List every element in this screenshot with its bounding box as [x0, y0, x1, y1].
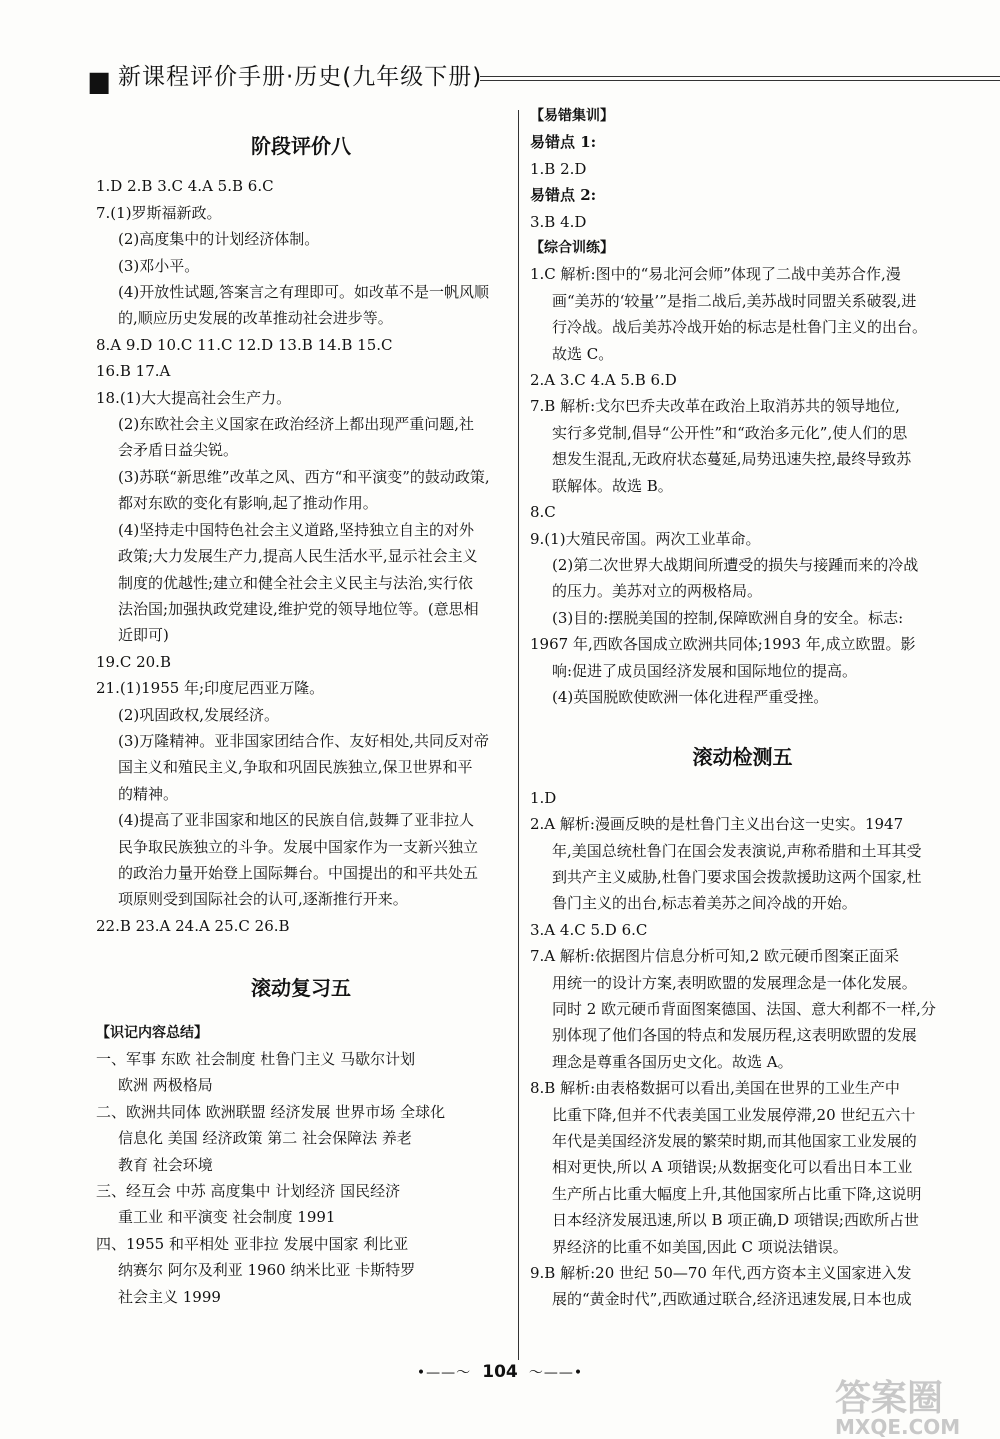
text-line: 22.B 23.A 24.A 25.C 26.B [96, 916, 290, 935]
text-line: 3.A 4.C 5.D 6.C [530, 920, 648, 939]
text-line: 欧洲 两极格局 [118, 1076, 213, 1095]
text-line: 的政治力量开始登上国际舞台。中国提出的和平共处五 [118, 863, 479, 882]
text-line: 纳赛尔 阿尔及利亚 1960 纳米比亚 卡斯特罗 [118, 1261, 416, 1280]
text-line: 想发生混乱,无政府状态蔓延,局势迅速失控,最终导致苏 [552, 450, 912, 469]
text-line: 项原则受到国际社会的认可,逐渐推行开来。 [118, 890, 408, 909]
text-line: 四、1955 和平相处 亚非拉 发展中国家 利比亚 [96, 1234, 409, 1253]
watermark-logo [835, 1370, 960, 1439]
text-line: 鲁门主义的出台,标志着美苏之间冷战的开始。 [552, 894, 857, 913]
text-line: 到共产主义威胁,杜鲁门要求国会拨款援助这两个国家,杜 [552, 867, 922, 886]
text-line: 的,顺应历史发展的改革推动社会进步等。 [118, 309, 393, 328]
text-line: 的压力。美苏对立的两极格局。 [552, 582, 763, 601]
text-line: (4)开放性试题,答案言之有理即可。如改革不是一帆风顺 [118, 283, 490, 302]
text-line: 响:促进了成员国经济发展和国际地位的提高。 [552, 661, 858, 680]
text-line: 1967 年,西欧各国成立欧洲共同体;1993 年,成立欧盟。影 [530, 635, 916, 654]
text-line: 信息化 美国 经济政策 第二 社会保障法 养老 [118, 1129, 412, 1148]
comprehensive-answers [530, 261, 955, 710]
text-line: 1.D [530, 788, 557, 807]
text-line: 社会主义 1999 [118, 1287, 221, 1306]
text-line: 18.(1)大大提高社会生产力。 [96, 388, 292, 407]
text-line: 9.B 解析:20 世纪 50—70 年代,西方资本主义国家进入发 [530, 1264, 912, 1283]
summary-content [96, 1046, 506, 1310]
text-line: 相对更快,所以 A 项错误;从数据变化可以看出日本工业 [552, 1158, 913, 1177]
text-line: (4)坚持走中国特色社会主义道路,坚持独立自主的对外 [118, 520, 475, 539]
rolling-test-answers [530, 785, 955, 1313]
stage-eval-answers [96, 173, 506, 939]
text-line: 近即可) [118, 626, 169, 645]
text-line: 联解体。故选 B。 [552, 476, 673, 495]
text-line: 故选 C。 [552, 344, 614, 363]
text-line: 8.A 9.D 10.C 11.C 12.D 13.B 14.B 15.C [96, 335, 393, 354]
page-header [90, 58, 990, 98]
text-line: 行冷战。战后美苏冷战开始的标志是杜鲁门主义的出台。 [552, 318, 928, 337]
text-line: 比重下降,但并不代表美国工业发展停滞,20 世纪五六十 [552, 1105, 916, 1124]
page-number: 104 [482, 1362, 518, 1382]
book-icon: ▆ [90, 66, 109, 94]
text-line: 民争取民族独立的斗争。发展中国家作为一支新兴独立 [118, 837, 479, 856]
section-title-stage-eval: 阶段评价八 [251, 134, 351, 158]
text-line: 年代是美国经济发展的繁荣时期,而其他国家工业发展的 [552, 1132, 917, 1151]
text-line: 19.C 20.B [96, 652, 171, 671]
text-line: (4)提高了亚非国家和地区的民族自信,鼓舞了亚非拉人 [118, 811, 475, 830]
text-line: (2)第二次世界大战期间所遭受的损失与接踵而来的冷战 [552, 555, 919, 574]
watermark-url: MXQE.COM [835, 1415, 961, 1439]
text-line: 生产所占比重大幅度上升,其他国家所占比重下降,这说明 [552, 1184, 922, 1203]
text-line: 9.(1)大殖民帝国。两次工业革命。 [530, 529, 761, 548]
text-line: 制度的优越性;建立和健全社会主义民主与法治,实行依 [118, 573, 473, 592]
text-line: 年,美国总统杜鲁门在国会发表演说,声称希腊和土耳其受 [552, 841, 922, 860]
text-line: 日本经济发展迅速,所以 B 项正确,D 项错误;西欧所占世 [552, 1211, 919, 1230]
text-line: 的精神。 [118, 784, 179, 803]
error-point-2: 易错点 2: [530, 186, 597, 205]
text-line: 21.(1)1955 年;印度尼西亚万隆。 [96, 679, 325, 698]
error-point-2-answers: 3.B 4.D [530, 212, 587, 231]
text-line: 界经济的比重不如美国,因此 C 项说法错误。 [552, 1237, 848, 1256]
header-title: 新课程评价手册·历史(九年级下册) [118, 64, 483, 90]
left-column [96, 125, 506, 1310]
text-line: 7.A 解析:依据图片信息分析可知,2 欧元硬币图案正面采 [530, 947, 900, 966]
text-line: 国主义和殖民主义,争取和巩固民族独立,保卫世界和平 [118, 758, 473, 777]
section-title-rolling-review: 滚动复习五 [251, 976, 351, 1001]
text-line: 都对东欧的变化有影响,起了推动作用。 [118, 494, 378, 513]
text-line: 2.A 解析:漫画反映的是杜鲁门主义出台这一史实。1947 [530, 815, 904, 834]
text-line: 1.C 解析:图中的“易北河会师”体现了二战中美苏合作,漫 [530, 265, 901, 284]
text-line: 展的“黄金时代”,西欧通过联合,经济迅速发展,日本也成 [552, 1290, 912, 1309]
watermark-text: 答案圈 [835, 1378, 944, 1419]
text-line: 理念是尊重各国历史文化。故选 A。 [552, 1052, 793, 1071]
text-line: 8.C [530, 503, 556, 522]
text-line: 实行多党制,倡导“公开性”和“政治多元化”,使人们的思 [552, 423, 908, 442]
section-title-rolling-test: 滚动检测五 [692, 745, 793, 770]
text-line: (3)万隆精神。亚非国家团结合作、友好相处,共同反对帝 [118, 731, 490, 750]
text-line: (3)苏联“新思维”改革之风、西方“和平演变”的鼓动政策, [118, 467, 490, 486]
footer-decoration-left: •——〜 [416, 1365, 472, 1381]
error-training-heading: 【易错集训】 [530, 108, 614, 124]
column-divider [518, 110, 519, 1360]
text-line: 7.B 解析:戈尔巴乔夫改革在政治上取消苏共的领导地位, [530, 397, 900, 416]
text-line: 7.(1)罗斯福新政。 [96, 203, 222, 222]
text-line: 同时 2 欧元硬币背面图案德国、法国、意大利都不一样,分 [552, 1000, 936, 1018]
text-line: 重工业 和平演变 社会制度 1991 [118, 1208, 336, 1227]
text-line: 二、欧洲共同体 欧洲联盟 经济发展 世界市场 全球化 [96, 1102, 446, 1121]
text-line: 三、经互会 中苏 高度集中 计划经济 国民经济 [96, 1182, 401, 1201]
text-line: (2)高度集中的计划经济体制。 [118, 230, 320, 249]
text-line: (2)巩固政权,发展经济。 [118, 705, 280, 724]
text-line: (3)邓小平。 [118, 256, 200, 275]
text-line: (4)英国脱欧使欧洲一体化进程严重受挫。 [552, 687, 829, 706]
text-line: 用统一的设计方案,表明欧盟的发展理念是一体化发展。 [552, 973, 917, 992]
right-column [530, 103, 955, 1313]
footer-decoration-right: 〜——• [528, 1365, 584, 1381]
text-line: (2)东欧社会主义国家在政治经济上都出现严重问题,社 [118, 415, 475, 434]
error-point-1-answers: 1.B 2.D [530, 159, 587, 178]
text-line: 画“美苏的‘较量’”是指二战后,美苏战时同盟关系破裂,进 [552, 291, 917, 310]
comprehensive-heading: 【综合训练】 [530, 240, 614, 257]
text-line: 2.A 3.C 4.A 5.B 6.D [530, 371, 677, 390]
error-point-1: 易错点 1: [530, 133, 597, 152]
text-line: 1.D 2.B 3.C 4.A 5.B 6.C [96, 177, 274, 196]
summary-heading: 【识记内容总结】 [96, 1024, 208, 1041]
text-line: 政策;大力发展生产力,提高人民生活水平,显示社会主义 [118, 547, 478, 566]
header-rule [480, 76, 1000, 81]
text-line: 一、军事 东欧 社会制度 杜鲁门主义 马歇尔计划 [96, 1050, 416, 1068]
text-line: 16.B 17.A [96, 362, 171, 381]
text-line: 别体现了他们各国的特点和发展历程,这表明欧盟的发展 [552, 1026, 917, 1045]
text-line: 教育 社会环境 [118, 1155, 213, 1174]
text-line: (3)目的:摆脱美国的控制,保障欧洲自身的安全。标志: [552, 608, 904, 627]
text-line: 会矛盾日益尖锐。 [118, 441, 239, 460]
text-line: 8.B 解析:由表格数据可以看出,美国在世界的工业生产中 [530, 1079, 900, 1098]
text-line: 法治国;加强执政党建设,维护党的领导地位等。(意思相 [118, 599, 479, 618]
